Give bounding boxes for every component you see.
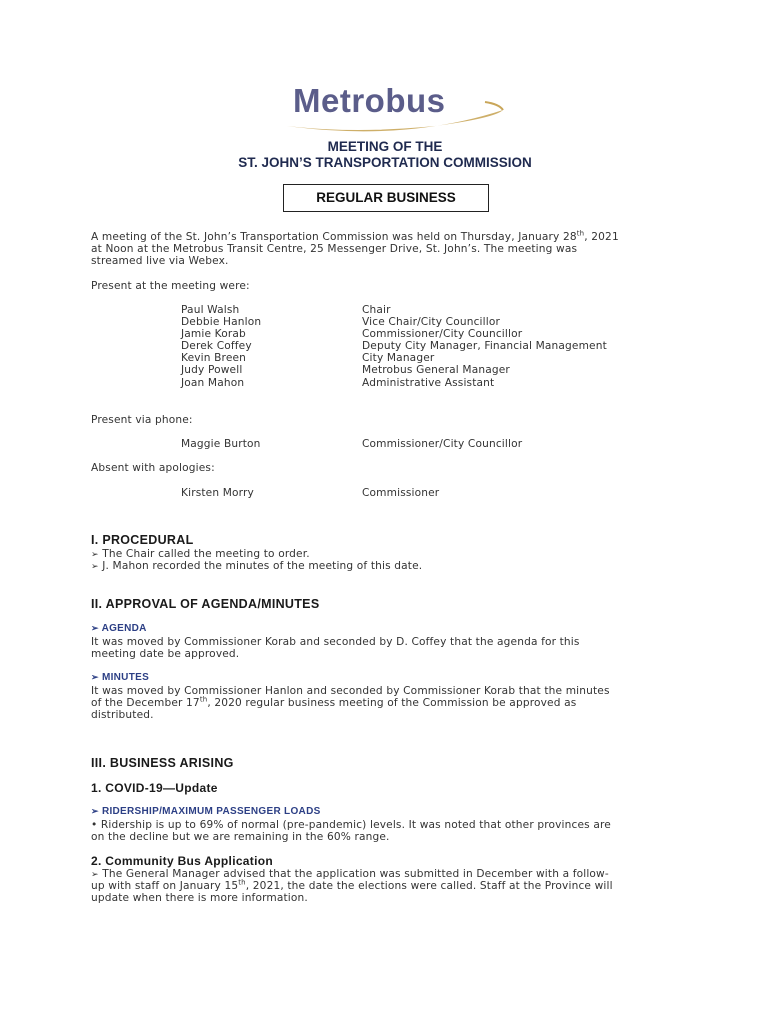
meeting-title-line1: MEETING OF THE xyxy=(327,139,443,154)
ridership-subheading: ➢ RIDERSHIP/MAXIMUM PASSENGER LOADS xyxy=(91,806,321,817)
phone-attendee-role: Commissioner/City Councillor xyxy=(362,438,523,450)
arrow-bullet-icon: ➢ xyxy=(91,672,99,682)
agenda-line2: meeting date be approved. xyxy=(91,648,240,660)
attendee-name: Kevin Breen xyxy=(181,352,247,364)
meeting-title-line2: ST. JOHN’S TRANSPORTATION COMMISSION xyxy=(238,155,532,170)
attendee-name: Paul Walsh xyxy=(181,304,240,316)
minutes-subheading: ➢ MINUTES xyxy=(91,672,150,683)
arrow-bullet-icon: ➢ xyxy=(91,806,99,816)
attendee-name: Joan Mahon xyxy=(181,377,245,389)
arrow-bullet-icon: ➢ xyxy=(91,562,99,572)
present-label: Present at the meeting were: xyxy=(91,280,250,292)
attendee-role: Deputy City Manager, Financial Management xyxy=(362,340,607,352)
attendee-role: Administrative Assistant xyxy=(362,377,495,389)
section-procedural-heading: I. PROCEDURAL xyxy=(91,533,194,547)
intro-line2: at Noon at the Metrobus Transit Centre, 25 Messenger Drive, St. John’s. The meeting was xyxy=(91,243,578,255)
community-bus-heading: 2. Community Bus Application xyxy=(91,854,273,868)
intro-line1: A meeting of the St. John’s Transportation Commission was held on Thursday, January 28th, 2021 xyxy=(91,229,619,243)
minutes-line3: distributed. xyxy=(91,709,154,721)
attendee-name: Jamie Korab xyxy=(181,328,246,340)
agenda-subheading: ➢ AGENDA xyxy=(91,623,147,634)
attendee-role: Chair xyxy=(362,304,391,316)
ridership-line1: • Ridership is up to 69% of normal (pre-pandemic) levels. It was noted that other provinces are xyxy=(91,819,611,831)
phone-label: Present via phone: xyxy=(91,414,193,426)
bullet-item: ➢ The Chair called the meeting to order. xyxy=(91,548,310,560)
minutes-line1: It was moved by Commissioner Hanlon and seconded by Commissioner Korab that the minutes xyxy=(91,685,610,697)
phone-attendee-name: Maggie Burton xyxy=(181,438,261,450)
attendee-name: Judy Powell xyxy=(181,364,243,376)
absent-label: Absent with apologies: xyxy=(91,462,215,474)
section-business-arising-heading: III. BUSINESS ARISING xyxy=(91,756,234,770)
attendee-role: Vice Chair/City Councillor xyxy=(362,316,500,328)
logo-text: Metrobus xyxy=(293,82,446,119)
attendee-name: Debbie Hanlon xyxy=(181,316,262,328)
regular-business-box: REGULAR BUSINESS xyxy=(283,184,489,212)
metrobus-logo xyxy=(285,82,510,134)
agenda-line1: It was moved by Commissioner Korab and seconded by D. Coffey that the agenda for this xyxy=(91,636,580,648)
intro-line3: streamed live via Webex. xyxy=(91,255,229,267)
community-bus-line2: up with staff on January 15th, 2021, the date the elections were called. Staff at the Province will xyxy=(91,878,613,892)
community-bus-line3: update when there is more information. xyxy=(91,892,308,904)
attendee-role: Metrobus General Manager xyxy=(362,364,510,376)
bullet-item: ➢ J. Mahon recorded the minutes of the meeting of this date. xyxy=(91,560,423,572)
attendee-role: Commissioner/City Councillor xyxy=(362,328,523,340)
ridership-line2: on the decline but we are remaining in the 60% range. xyxy=(91,831,390,843)
covid-update-heading: 1. COVID-19—Update xyxy=(91,781,218,795)
attendee-role: City Manager xyxy=(362,352,435,364)
absent-role: Commissioner xyxy=(362,487,440,499)
arrow-bullet-icon: ➢ xyxy=(91,623,99,633)
attendee-name: Derek Coffey xyxy=(181,340,252,352)
absent-name: Kirsten Morry xyxy=(181,487,254,499)
arrow-bullet-icon: ➢ xyxy=(91,870,99,880)
minutes-line2: of the December 17th, 2020 regular business meeting of the Commission be approved as xyxy=(91,695,577,709)
arrow-bullet-icon: ➢ xyxy=(91,550,99,560)
community-bus-line1: ➢ The General Manager advised that the application was submitted in December with a follow- xyxy=(91,868,609,880)
section-approval-heading: II. APPROVAL OF AGENDA/MINUTES xyxy=(91,597,320,611)
